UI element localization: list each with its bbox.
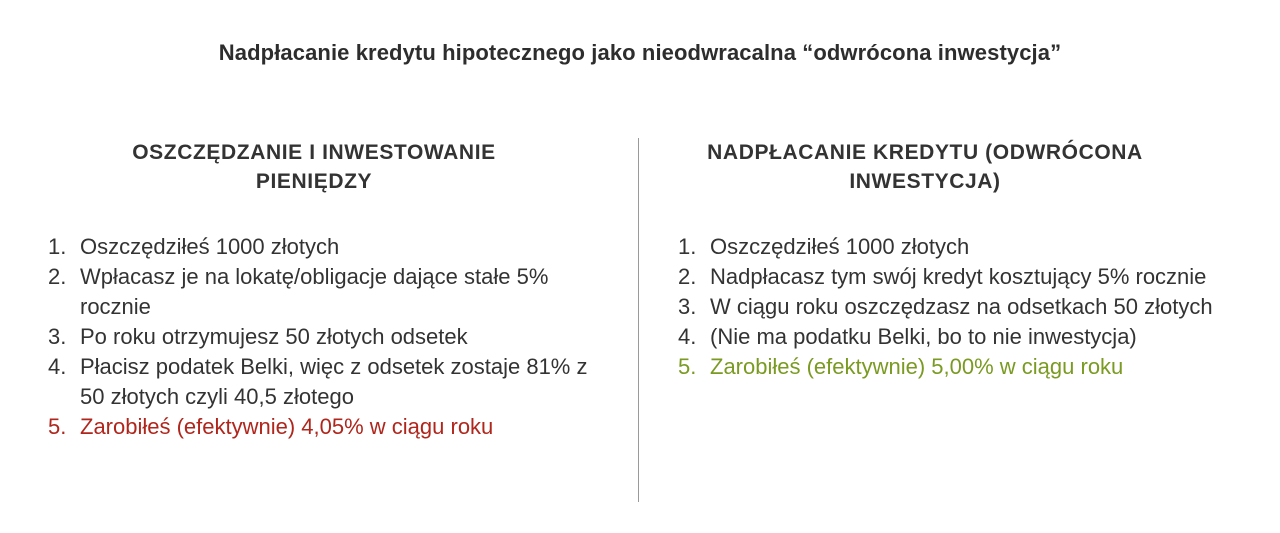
left-column-savings [48, 138, 618, 442]
item-number: 5. [48, 414, 67, 439]
item-number: 1. [678, 234, 697, 259]
result-item-investment [48, 412, 618, 442]
item-text: Płacisz podatek Belki, więc z odsetek zostaje 81% z 50 złotych czyli 40,5 złotego [80, 354, 588, 409]
right-heading-line2: INWESTYCJA) [849, 170, 1001, 193]
right-heading-line1: NADPŁACANIE KREDYTU (ODWRÓCONA [707, 141, 1143, 164]
right-column-overpayment [678, 138, 1248, 382]
left-heading-line2: PIENIĘDZY [255, 170, 373, 193]
item-text: Oszczędziłeś 1000 złotych [710, 234, 970, 259]
item-text: Wpłacasz je na lokatę/obligacje dające stałe 5% rocznie [80, 264, 549, 319]
list-item [678, 262, 1248, 292]
right-steps-list [678, 232, 1248, 382]
item-number: 2. [48, 264, 67, 289]
list-item [48, 322, 618, 352]
item-number: 5. [678, 354, 697, 379]
item-number: 3. [48, 324, 67, 349]
result-text-red: Zarobiłeś (efektywnie) 4,05% w ciągu roku [80, 414, 494, 439]
item-text: Po roku otrzymujesz 50 złotych odsetek [80, 324, 468, 349]
item-number: 2. [678, 264, 697, 289]
item-text: Nadpłacasz tym swój kredyt kosztujący 5% rocznie [710, 264, 1207, 289]
list-item [48, 232, 618, 262]
item-text: Oszczędziłeś 1000 złotych [80, 234, 340, 259]
item-text: (Nie ma podatku Belki, bo to nie inwestycja) [710, 324, 1137, 349]
right-column-heading [690, 138, 1160, 196]
list-item [678, 322, 1248, 352]
item-number: 1. [48, 234, 67, 259]
left-steps-list [48, 232, 618, 442]
list-item [678, 232, 1248, 262]
item-text: W ciągu roku oszczędzasz na odsetkach 50 złotych [710, 294, 1213, 319]
list-item [48, 262, 618, 322]
result-item-overpayment [678, 352, 1248, 382]
left-column-heading [94, 138, 534, 196]
left-heading-line1: OSZCZĘDZANIE I INWESTOWANIE [132, 141, 496, 164]
item-number: 3. [678, 294, 697, 319]
list-item [48, 352, 618, 412]
list-item [678, 292, 1248, 322]
item-number: 4. [678, 324, 697, 349]
item-number: 4. [48, 354, 67, 379]
result-text-green: Zarobiłeś (efektywnie) 5,00% w ciągu roku [710, 354, 1124, 379]
page-title: Nadpłacanie kredytu hipotecznego jako nieodwracalna “odwrócona inwestycja” [218, 40, 1062, 65]
column-divider [638, 138, 639, 502]
